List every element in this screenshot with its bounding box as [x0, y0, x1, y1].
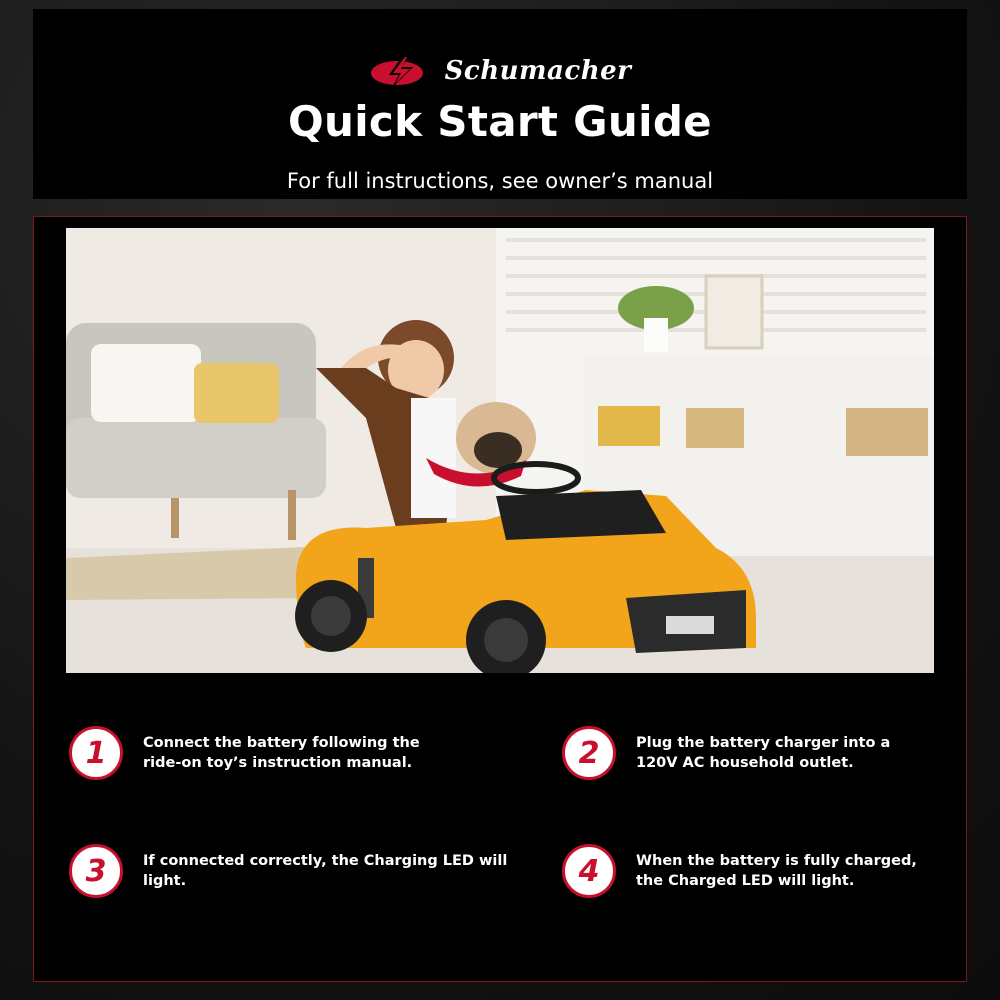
step-3: [69, 844, 523, 898]
step-text: Connect the battery following the ride-on toy’s instruction manual.: [143, 735, 420, 771]
step-number-badge: 4: [562, 844, 616, 898]
brand-logo: [33, 49, 967, 93]
step-number-badge: 2: [562, 726, 616, 780]
step-text: If connected correctly, the Charging LED will light.: [143, 853, 508, 889]
step-number-badge: 3: [69, 844, 123, 898]
header: [33, 9, 967, 199]
content-panel: [33, 216, 967, 982]
step-2: [562, 726, 926, 780]
step-text: When the battery is fully charged, the Charged LED will light.: [636, 853, 917, 889]
page-title: Quick Start Guide: [288, 97, 712, 146]
step-number-badge: 1: [69, 726, 123, 780]
brand-name: Schumacher: [444, 56, 632, 86]
step-text: Plug the battery charger into a 120V AC household outlet.: [636, 735, 891, 771]
step-1: [69, 726, 433, 780]
page-subtitle: For full instructions, see owner’s manual: [286, 169, 714, 193]
lightning-logo-icon: [369, 51, 439, 91]
product-photo: [66, 228, 934, 673]
step-4: [562, 844, 926, 898]
